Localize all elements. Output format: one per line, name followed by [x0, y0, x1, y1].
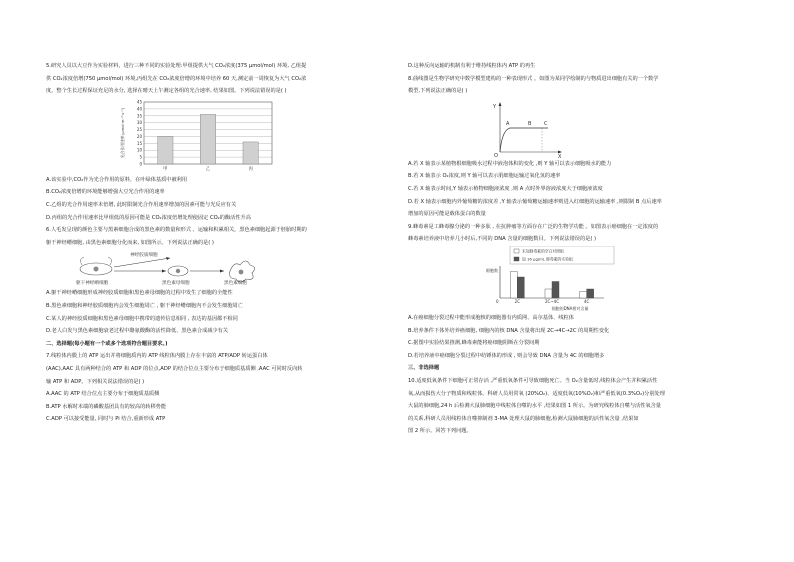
bar	[587, 289, 594, 298]
y-axis-label: 光合作用速率(μmol·m⁻²·s⁻¹)	[120, 107, 125, 158]
x-tick-label: 乙	[205, 166, 211, 172]
question-5	[46, 60, 386, 98]
question-7	[46, 350, 386, 426]
question-9	[408, 221, 753, 246]
bar	[510, 272, 517, 298]
y-tick-label: 40	[136, 106, 142, 112]
q5-option-a: A.该实验中,CO₂作为光合作用的原料，在叶绿体基质中被利用	[46, 176, 188, 183]
q6-option-d: D.老人白发与黑色素细胞衰老过程中酪氨酸酶的活性降低、黑色素合成减少有关	[46, 328, 229, 335]
bar	[200, 114, 215, 164]
question-8	[408, 73, 753, 98]
y-tick-label: 15	[136, 140, 142, 146]
neural-crest-nucleus	[94, 267, 99, 272]
arrow-to-glial	[114, 258, 170, 267]
y-tick-label: 5	[139, 154, 142, 160]
q9-line: 9.蜂毒素是工蜂毒腺分泌的一种多肽 , 在抗肿瘤等方面存在广泛的生物学功能 。如图表示癌细胞在一定浓度的	[408, 223, 659, 230]
melanocyte-label: 黑色素细胞	[224, 281, 247, 287]
q8-line: 模型,下列说法正确的是( )	[408, 88, 468, 95]
source-cell-label: 躯干神经嵴细胞	[76, 281, 109, 287]
y-tick-label: 25	[136, 126, 142, 132]
dna-content-bar-chart	[474, 246, 624, 312]
q7-line: 7.线粒体内膜上的 ATP 运出并将细胞质内的 ATP 线粒体内膜上存在丰富的 ATP/ADP 转运蛋白体	[46, 353, 268, 360]
right-column	[408, 60, 753, 438]
cell-diagram-figure	[46, 249, 386, 287]
photosynthesis-bar-chart	[118, 98, 278, 174]
point-c-label: C	[544, 120, 548, 127]
q10-line: 10.适度低氧条件下细胞可正常存活 ,严重低氧条件可导致细胞死亡。当 O₂含量低时,线粒体会产生并积累活性	[408, 377, 658, 384]
x-axis-label: X	[558, 153, 562, 158]
q10-line: 氧,从而损伤大分子物质和线粒体。科研人员用常氧 (20%O₂)、适度低氧(10%O₂)和严重低氧(0.3%O₂)分别处理	[408, 390, 665, 397]
x-tick-label: 2C	[514, 298, 521, 304]
y-tick-label: 30	[136, 119, 142, 125]
q9-option-d: D.若培养液中癌细胞分裂过程中纺锤体的形成 , 则会导致 DNA 含量为 4C 的细胞增多	[408, 352, 605, 359]
q6-options	[46, 287, 386, 337]
x-axis-label: 细胞的DNA相对含量	[551, 305, 589, 311]
curve-figure	[408, 98, 753, 158]
q6-option-a: A.躯干神经嵴细胞形成神经胶质细胞和黑色素母细胞的过程中发生了细胞的全能性	[46, 290, 233, 297]
xy-curve-diagram	[488, 98, 568, 158]
left-column	[46, 60, 386, 426]
point-b-label: B	[528, 120, 532, 127]
q5-line: 供 CO₂浓度倍增(750 μmol/mol) 环境,丙组先在 CO₂浓度倍增的环境中培养 60 天,测定前一周恢复为大气 CO₂浓	[46, 75, 307, 82]
bar	[243, 142, 258, 164]
q7-line: (AAC),AAC 具有两种结合的 ATP 和 ADP 的位点,ADP 的结合位点主要分布于细胞质基质侧 ,AAC 可同时反向转	[46, 365, 303, 372]
q5-line: 5.研究人员以大豆作为实验材料，进行三种不同的实验处理:甲组提供大气 CO₂浓度(375 μmol/mol) 环境, 乙组提	[46, 63, 307, 69]
q7-line: 输 ATP 和 ADP。下列相关说法错误的是( )	[46, 378, 145, 385]
q9-options	[408, 312, 753, 362]
q5-option-b: B.CO₂浓度倍增的环境能够增强大豆光合作用的速率	[46, 189, 165, 196]
y-tick-label: 0	[139, 161, 142, 167]
q8-option-a: A.若 X 轴表示某植物根细胞吸水过程中液泡体积的变化 ,则 Y 轴可以表示细胞吸水的能力	[408, 160, 612, 167]
neural-crest-cell-process	[80, 257, 111, 265]
saturation-curve	[500, 128, 548, 152]
q6-option-c: C.某人的神经胶质细胞和黑色素母细胞中携带的遗传信息相同 , 表达的基因都不相同	[46, 315, 238, 322]
y-tick-label: 10	[136, 147, 142, 153]
q5-option-c: C.乙组的光合作用速率未倍增, 此时限制光合作用速率增加的因素可能与光反应有关	[46, 201, 237, 208]
q8-option-b: B.若 X 轴表示 O₂浓度,则 Y 轴可以表示肌细胞运输过氧化氢的速率	[408, 173, 561, 180]
origin-label: 0	[496, 298, 499, 304]
q8-line: 8.曲线图是生物学研究中数学模型建构的一种表现形式 。如图为某同学绘制的与物质进出细胞有关的一个数学	[408, 75, 659, 82]
y-axis-arrow	[499, 102, 502, 106]
question-10	[408, 375, 753, 438]
x-tick-label: 4C	[583, 298, 590, 304]
bar-chart-figure	[46, 98, 386, 174]
legend-swatch	[514, 249, 519, 253]
bar	[580, 291, 587, 298]
q10-line: 大鼠的肺细胞,24 h 后检测大鼠肺细胞中线粒体自噬的水平 ,结果如图 1 所示。为研究线粒体自噬与活性氧含量	[408, 403, 661, 410]
x-tick-label: 2C~4C	[544, 298, 560, 304]
section-2-heading: 二、选择题(每小题有一个或多个选项符合题目要求。)	[46, 340, 168, 347]
question-6	[46, 224, 386, 249]
q9-option-b: B.培养条件下体外培养癌细胞, 细胞内的核 DNA 含量将出现 2C→4C→2C 的周期性变化	[408, 327, 610, 334]
q9-option-a: A.在癌细胞分裂过程中能形成胞核的细胞器有内质网、高尔基体、线粒体	[408, 314, 574, 321]
melanoblast-label: 黑色素母细胞	[162, 281, 190, 287]
bar	[517, 277, 524, 298]
legend-label: 未加蜂毒素的空白对照组	[522, 248, 564, 254]
melanoblast-nucleus	[176, 269, 180, 273]
cell-differentiation-diagram	[74, 249, 274, 287]
y-tick-label: 45	[136, 99, 142, 105]
bar	[552, 281, 559, 298]
q9-option-c: C.据图中实验结果推测,蜂毒素能将癌细胞阻断在分裂间期	[408, 340, 540, 347]
melanocyte-nucleus	[239, 270, 244, 275]
y-axis-label: 细胞数	[486, 267, 498, 273]
y-axis-label: Y	[493, 103, 497, 110]
q7-option-a: A.AAC 的 ATP 结合位点主要分布于细胞质基质侧	[46, 391, 160, 398]
glial-cell-label: 神经胶质细胞	[130, 253, 158, 259]
bar	[158, 136, 173, 164]
q6-option-b: B.黑色素细胞和神经胶质细胞内会发生细胞周亡 , 躯干神经嵴细胞内不会发生细胞周亡	[46, 302, 243, 309]
arrow-head-melanocyte	[220, 270, 224, 273]
x-tick-label: 甲	[163, 166, 168, 172]
origin-label: O	[494, 152, 498, 158]
arrow-head-melanoblast	[162, 270, 166, 273]
q7-option-d: D.这种反向运输的机制有利于维持线粒体内 ATP 的再生	[408, 63, 536, 69]
y-tick-label: 20	[136, 133, 142, 139]
q5-option-d: D.丙组的光合作用速率比甲组低的原因可能是 CO₂浓度倍增处理使固定 CO₂的酶活性升高	[46, 214, 251, 221]
q8-option-c: C.若 X 轴表示时间,Y 轴表示植物细胞液浓度 ,则 A 点时外界溶液浓度大于细胞液浓度	[408, 185, 603, 192]
q10-line: 的关系,科研人员用线粒体自噬抑制剂 3-MA 处理大鼠的肺细胞,检测大鼠肺细胞的活性氧含量 ,结果如	[408, 415, 639, 422]
q8-options	[408, 158, 753, 221]
q7-option-b: B.ATP 水解时末端的磷酸基团具有的较高的转移势能	[46, 403, 167, 410]
q6-line: 躯干神经嵴细胞, 由黑色素细胞分化而来, 如图所示。下列说法正确的是( )	[46, 239, 214, 246]
legend-swatch	[514, 257, 519, 261]
x-tick-label: 丙	[248, 166, 253, 172]
y-tick-label: 35	[136, 113, 142, 119]
arrow-head-glial	[166, 257, 170, 260]
q5-line: 度。整个生长过程保证充足的水分, 选择在晴天上午测定各组的光合速率, 结果如图。下列说法错误的是( )	[46, 88, 287, 95]
q6-line: 6.人毛发呈现的颜色主要与黑素细胞合成的黑色素的数量和形式 、运输和积累相关，黑色素细胞起源于胚胎时期的	[46, 227, 307, 234]
point-a-label: A	[506, 120, 510, 127]
legend-label: 加 16 μg/mL 蜂毒素的实验组	[522, 256, 573, 262]
q9-line: 蜂毒素培养液中培养几小时后,不同的 DNA 含量的细胞数目。下列说法错误的是( )	[408, 236, 597, 243]
dna-chart-figure	[408, 246, 753, 312]
q7-option-c: C.ADP 可以接受能量, 同时与 Pi 结合,重新形成 ATP	[46, 416, 166, 423]
q5-options	[46, 174, 386, 224]
section-3-heading: 三、非选择题	[408, 365, 440, 372]
q8-option-d-cont: 增加的原因可能是载体蛋白的数量	[408, 211, 486, 218]
q10-line: 图 2 所示。回答下列问题。	[408, 428, 472, 435]
q8-option-d: D.若 X 轴表示细胞内外葡萄糖的浓度差 ,Y 轴表示葡萄糖运输速率则进入红细胞的运输速率 ,则限制 B 点后速率	[408, 198, 662, 205]
bar	[545, 289, 552, 298]
